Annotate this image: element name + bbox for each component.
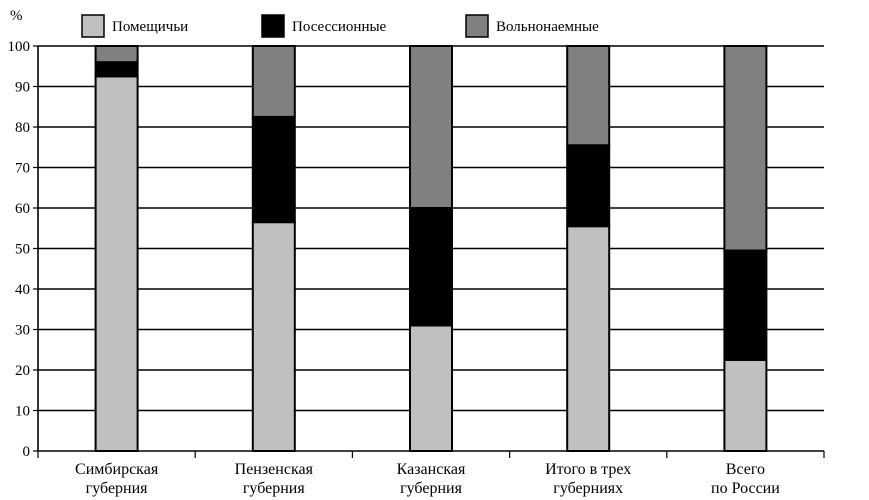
x-tick-label: губерния bbox=[400, 480, 462, 497]
y-tick-label: 60 bbox=[15, 201, 30, 217]
bar-segment bbox=[96, 62, 138, 76]
legend-swatch bbox=[82, 15, 104, 37]
bar-segment bbox=[253, 117, 295, 222]
bar-segment bbox=[410, 325, 452, 451]
bar-segment bbox=[410, 208, 452, 325]
y-tick-label: 70 bbox=[15, 160, 30, 177]
x-tick-label: губерниях bbox=[553, 480, 624, 497]
bar-segment bbox=[253, 222, 295, 451]
y-tick-label: 0 bbox=[22, 444, 30, 460]
bar-segment bbox=[567, 46, 609, 145]
x-tick-label: Симбирская bbox=[75, 461, 159, 478]
bar-segment bbox=[724, 360, 766, 451]
x-tick-label: Всего bbox=[725, 461, 766, 478]
y-tick-label: 100 bbox=[7, 39, 30, 55]
x-tick-label: губерния bbox=[242, 480, 305, 497]
x-tick-label: Пензенская bbox=[234, 461, 313, 478]
y-tick-label: 30 bbox=[15, 322, 30, 339]
bar-segment bbox=[567, 145, 609, 226]
legend-label: Посессионные bbox=[292, 19, 387, 35]
bar-segment bbox=[410, 46, 452, 208]
bar-segment bbox=[724, 46, 766, 251]
x-tick-label: Казанская bbox=[396, 461, 466, 478]
bar-segment bbox=[96, 46, 138, 62]
x-tick-label: губерния bbox=[85, 480, 148, 497]
bar-segment bbox=[96, 76, 138, 451]
legend-label: Вольнонаемные bbox=[496, 19, 599, 35]
y-tick-label: 50 bbox=[15, 241, 30, 258]
bar-segment bbox=[253, 46, 295, 117]
y-axis-label: % bbox=[10, 8, 23, 24]
legend-swatch bbox=[262, 15, 284, 37]
legend-label: Помещичьи bbox=[112, 19, 189, 35]
bar-segment bbox=[724, 251, 766, 360]
x-tick-label: по России bbox=[711, 480, 780, 497]
legend-swatch bbox=[466, 15, 488, 37]
y-tick-label: 10 bbox=[15, 403, 30, 420]
y-tick-label: 90 bbox=[15, 79, 30, 96]
y-tick-label: 40 bbox=[15, 282, 30, 298]
bar-segment bbox=[567, 226, 609, 451]
y-tick-label: 20 bbox=[15, 363, 30, 379]
x-tick-label: Итого в трех bbox=[545, 461, 632, 478]
y-tick-label: 80 bbox=[15, 120, 30, 136]
legend bbox=[82, 15, 599, 37]
